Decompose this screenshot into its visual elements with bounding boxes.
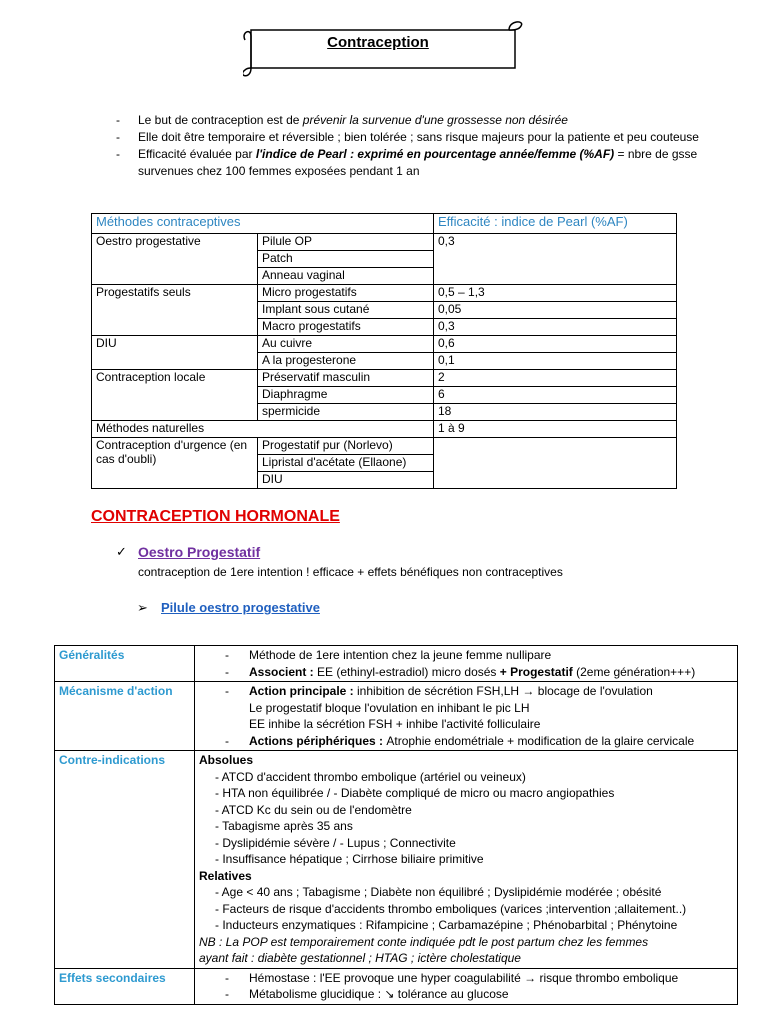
- method-cell: Macro progestatifs: [258, 319, 434, 336]
- method-cell: Micro progestatifs: [258, 285, 434, 302]
- value-cell: 18: [434, 404, 677, 421]
- table-row: [92, 285, 677, 302]
- value-cell: 2: [434, 370, 677, 387]
- table-row: [92, 438, 677, 455]
- value-cell: 6: [434, 387, 677, 404]
- method-cell: Patch: [258, 251, 434, 268]
- title-banner: [243, 18, 525, 80]
- intro-item: - Efficacité évaluée par l'indice de Pearl : exprimé en pourcentage année/femme (%AF) = nbre de gsse survenues chez 100 femmes exposées pendant 1 an: [116, 147, 698, 178]
- value-cell: 0,6: [434, 336, 677, 353]
- arrow-bullet-icon: ➢: [137, 600, 148, 615]
- group-name: Progestatifs seuls: [92, 285, 258, 336]
- pearl-index-table: [91, 213, 677, 489]
- table-row: [55, 646, 738, 682]
- table-row: [92, 421, 677, 438]
- row-content: Absolues - ATCD d'accident thrombo embolique (artériel ou veineux) - HTA non équilibrée / - Diabète compliqué de micro ou macro angiopathies - ATCD Kc du sein ou de l'endomètre - Tabagisme après 35 ans - Dyslipidémie sévère / - Lupus ; Connectivite - Insuffisance hépatique ; Cirrhose biliaire primitive Relatives - Age < 40 ans ; Tabagisme ; Diabète non équilibré ; Dyslipidémie modérée ; obésité - Facteurs de risque d'accidents thrombo emboliques (varices ;intervention ;allaitement..) - Inducteurs enzymatiques : Rifampicine ; Carbamazépine ; Phénobarbital ; Phénytoine NB : La POP est temporairement conte indiquée pdt le post partum chez les femmes ayant fait : diabète gestationnel ; HTAG ; ictère cholestatique: [195, 751, 738, 969]
- method-cell: DIU: [258, 472, 434, 489]
- group-name: DIU: [92, 336, 258, 370]
- table-row: [55, 682, 738, 751]
- checkmark-icon: ✓: [116, 544, 127, 559]
- group-name: Oestro progestative: [92, 234, 258, 285]
- value-cell: 0,5 – 1,3: [434, 285, 677, 302]
- table-row: [92, 234, 677, 251]
- value-cell: 0,3: [434, 234, 677, 285]
- subsection-title: Oestro Progestatif: [138, 544, 261, 560]
- method-cell: Anneau vaginal: [258, 268, 434, 285]
- method-cell: Implant sous cutané: [258, 302, 434, 319]
- row-label: Effets secondaires: [55, 968, 195, 1004]
- value-cell: 0,3: [434, 319, 677, 336]
- intro-list: [116, 112, 741, 180]
- intro-item: - Elle doit être temporaire et réversible ; bien tolérée ; sans risque majeurs pour la patiente et peu couteuse: [116, 130, 699, 144]
- pill-title: Pilule oestro progestative: [161, 600, 320, 615]
- method-cell: Pilule OP: [258, 234, 434, 251]
- method-cell: Progestatif pur (Norlevo): [258, 438, 434, 455]
- row-content: - Hémostase : l'EE provoque une hyper coagulabilité → risque thrombo embolique - Métabolisme glucidique : ↘ tolérance au glucose: [195, 968, 738, 1004]
- table-row: [92, 336, 677, 353]
- method-cell: Au cuivre: [258, 336, 434, 353]
- group-name: Méthodes naturelles: [92, 421, 434, 438]
- section-heading: CONTRACEPTION HORMONALE: [91, 508, 340, 525]
- table-header-row: [92, 214, 677, 234]
- page-title: Contraception: [327, 34, 429, 51]
- table-row: [55, 968, 738, 1004]
- row-content: - Méthode de 1ere intention chez la jeune femme nullipare - Associent : EE (ethinyl-estradiol) micro dosés + Progestatif (2eme génération+++): [195, 646, 738, 682]
- group-name: Contraception locale: [92, 370, 258, 421]
- header-methods: Méthodes contraceptives: [92, 214, 434, 234]
- value-cell: 0,05: [434, 302, 677, 319]
- table-row: [92, 370, 677, 387]
- group-name: Contraception d'urgence (en cas d'oubli): [92, 438, 258, 489]
- method-cell: A la progesterone: [258, 353, 434, 370]
- value-cell: [434, 438, 677, 489]
- value-cell: 1 à 9: [434, 421, 677, 438]
- table-row: [55, 751, 738, 969]
- intro-item: - Le but de contraception est de prévenir la survenue d'une grossesse non désirée: [116, 113, 568, 127]
- header-index: Efficacité : indice de Pearl (%AF): [434, 214, 677, 234]
- row-label: Mécanisme d'action: [55, 682, 195, 751]
- row-label: Généralités: [55, 646, 195, 682]
- method-cell: spermicide: [258, 404, 434, 421]
- method-cell: Lipristal d'acétate (Ellaone): [258, 455, 434, 472]
- pill-detail-table: [54, 645, 738, 1005]
- row-label: Contre-indications: [55, 751, 195, 969]
- subsection-text: contraception de 1ere intention ! efficace + effets bénéfiques non contraceptives: [138, 565, 563, 579]
- method-cell: Diaphragme: [258, 387, 434, 404]
- value-cell: 0,1: [434, 353, 677, 370]
- row-content: - Action principale : inhibition de sécrétion FSH,LH → blocage de l'ovulation Le progestatif bloque l'ovulation en inhibant le pic LH EE inhibe la sécrétion FSH + inhibe l'activité folliculaire - Actions périphériques : Atrophie endométriale + modification de la glaire cervicale: [195, 682, 738, 751]
- method-cell: Préservatif masculin: [258, 370, 434, 387]
